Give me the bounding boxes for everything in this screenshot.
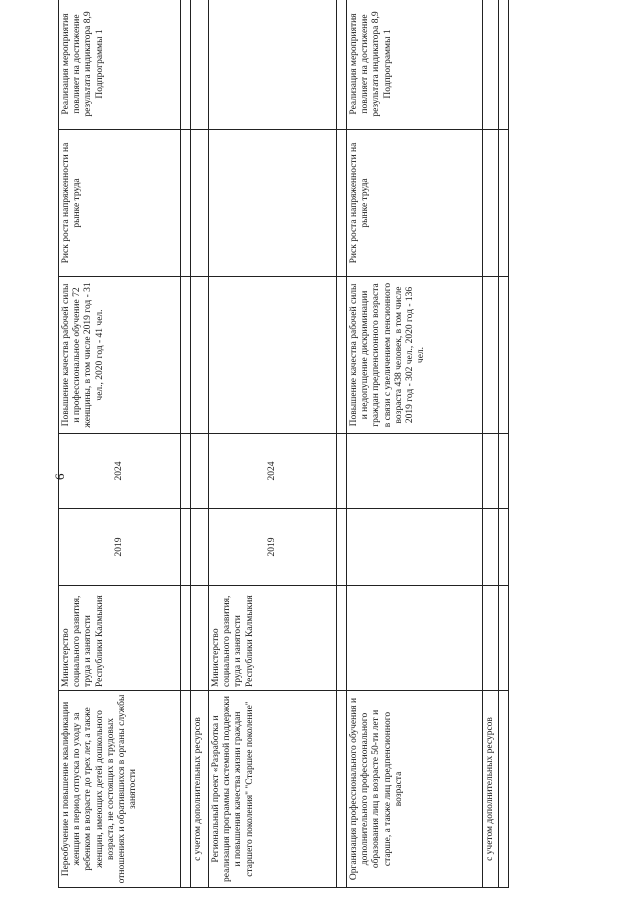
empty-cell bbox=[499, 691, 509, 888]
empty-cell bbox=[191, 130, 209, 277]
table-row bbox=[347, 0, 483, 888]
empty-cell bbox=[191, 0, 209, 130]
table-row bbox=[191, 0, 209, 888]
result-cell: Повышение качества рабочей силы и недопущение дискриминации граждан предпенсионного возраста в связи с увеличением пенсионного возраста 438 человек, в том числе 2019 год - 302 чел., 2020 год - 136 чел. bbox=[347, 277, 483, 434]
start-year-cell: 2019 bbox=[209, 509, 337, 586]
empty-cell bbox=[347, 586, 483, 691]
empty-cell bbox=[499, 0, 509, 130]
empty-cell bbox=[347, 434, 483, 509]
empty-cell bbox=[209, 0, 337, 130]
empty-cell bbox=[337, 434, 347, 509]
empty-cell bbox=[181, 509, 191, 586]
empty-cell bbox=[181, 0, 191, 130]
empty-cell bbox=[337, 586, 347, 691]
empty-cell bbox=[483, 509, 499, 586]
empty-cell bbox=[181, 586, 191, 691]
empty-cell bbox=[181, 434, 191, 509]
empty-cell bbox=[209, 130, 337, 277]
table-row bbox=[337, 0, 347, 888]
measure-cell: Региональный проект «Разработка и реализация программы системной поддержки и повышения качества жизни граждан старшего поколения" "Старшее поколение" bbox=[209, 691, 337, 888]
page-number: 6 bbox=[52, 473, 67, 480]
table-row bbox=[59, 0, 181, 888]
empty-cell bbox=[483, 434, 499, 509]
table-row bbox=[209, 0, 337, 888]
empty-cell bbox=[209, 277, 337, 434]
empty-cell bbox=[499, 509, 509, 586]
empty-cell bbox=[337, 277, 347, 434]
measure-cell: Организация профессионального обучения и дополнительного профессионального образования лиц в возрасте 50-ти лет и старше, а также лиц предпенсионного возраста bbox=[347, 691, 483, 888]
empty-cell bbox=[483, 586, 499, 691]
end-year-cell: 2024 bbox=[209, 434, 337, 509]
resources-cell: с учетом дополнительных ресурсов bbox=[191, 691, 209, 888]
empty-cell bbox=[337, 130, 347, 277]
empty-cell bbox=[499, 130, 509, 277]
measure-cell: Переобучение и повышение квалификации женщин в период отпуска по уходу за ребенком в возрасте до трех лет, а также женщин, имеющих детей дошкольного возраста, не состоящих в трудовых отношениях и обратившихся в органы службы занятости bbox=[59, 691, 181, 888]
table-row bbox=[483, 0, 499, 888]
table-row bbox=[181, 0, 191, 888]
risk-cell: Риск роста напряженности на рынке труда bbox=[347, 130, 483, 277]
empty-cell bbox=[181, 130, 191, 277]
empty-cell bbox=[181, 277, 191, 434]
empty-cell bbox=[191, 586, 209, 691]
empty-cell bbox=[191, 277, 209, 434]
executor-cell: Министерство социального развития, труда и занятости Республики Калмыкия bbox=[59, 586, 181, 691]
empty-cell bbox=[337, 509, 347, 586]
empty-cell bbox=[483, 0, 499, 130]
indicator-link-cell: Реализация мероприятия повлияет на достижение результата индикатора 8,9 Подпрограммы 1 bbox=[59, 0, 181, 130]
empty-cell bbox=[181, 691, 191, 888]
empty-cell bbox=[191, 434, 209, 509]
empty-cell bbox=[337, 0, 347, 130]
table-row bbox=[499, 0, 509, 888]
executor-cell: Министерство социального развития, труда и занятости Республики Калмыкия bbox=[209, 586, 337, 691]
rotated-table-wrapper bbox=[58, 11, 508, 888]
end-year-cell: 2024 bbox=[59, 434, 181, 509]
empty-cell bbox=[499, 434, 509, 509]
empty-cell bbox=[483, 277, 499, 434]
indicator-link-cell: Реализация мероприятия повлияет на достижение результата индикатора 8,9 Подпрограммы 1 bbox=[347, 0, 483, 130]
empty-cell bbox=[347, 509, 483, 586]
resources-cell: с учетом дополнительных ресурсов bbox=[483, 691, 499, 888]
empty-cell bbox=[191, 509, 209, 586]
measures-table bbox=[58, 0, 509, 888]
empty-cell bbox=[499, 277, 509, 434]
empty-cell bbox=[337, 691, 347, 888]
risk-cell: Риск роста напряженности на рынке труда bbox=[59, 130, 181, 277]
empty-cell bbox=[499, 586, 509, 691]
start-year-cell: 2019 bbox=[59, 509, 181, 586]
empty-cell bbox=[483, 130, 499, 277]
result-cell: Повышение качества рабочей силы и профессиональное обучение 72 женщины, в том числе 2019 год - 31 чел., 2020 год - 41 чел. bbox=[59, 277, 181, 434]
